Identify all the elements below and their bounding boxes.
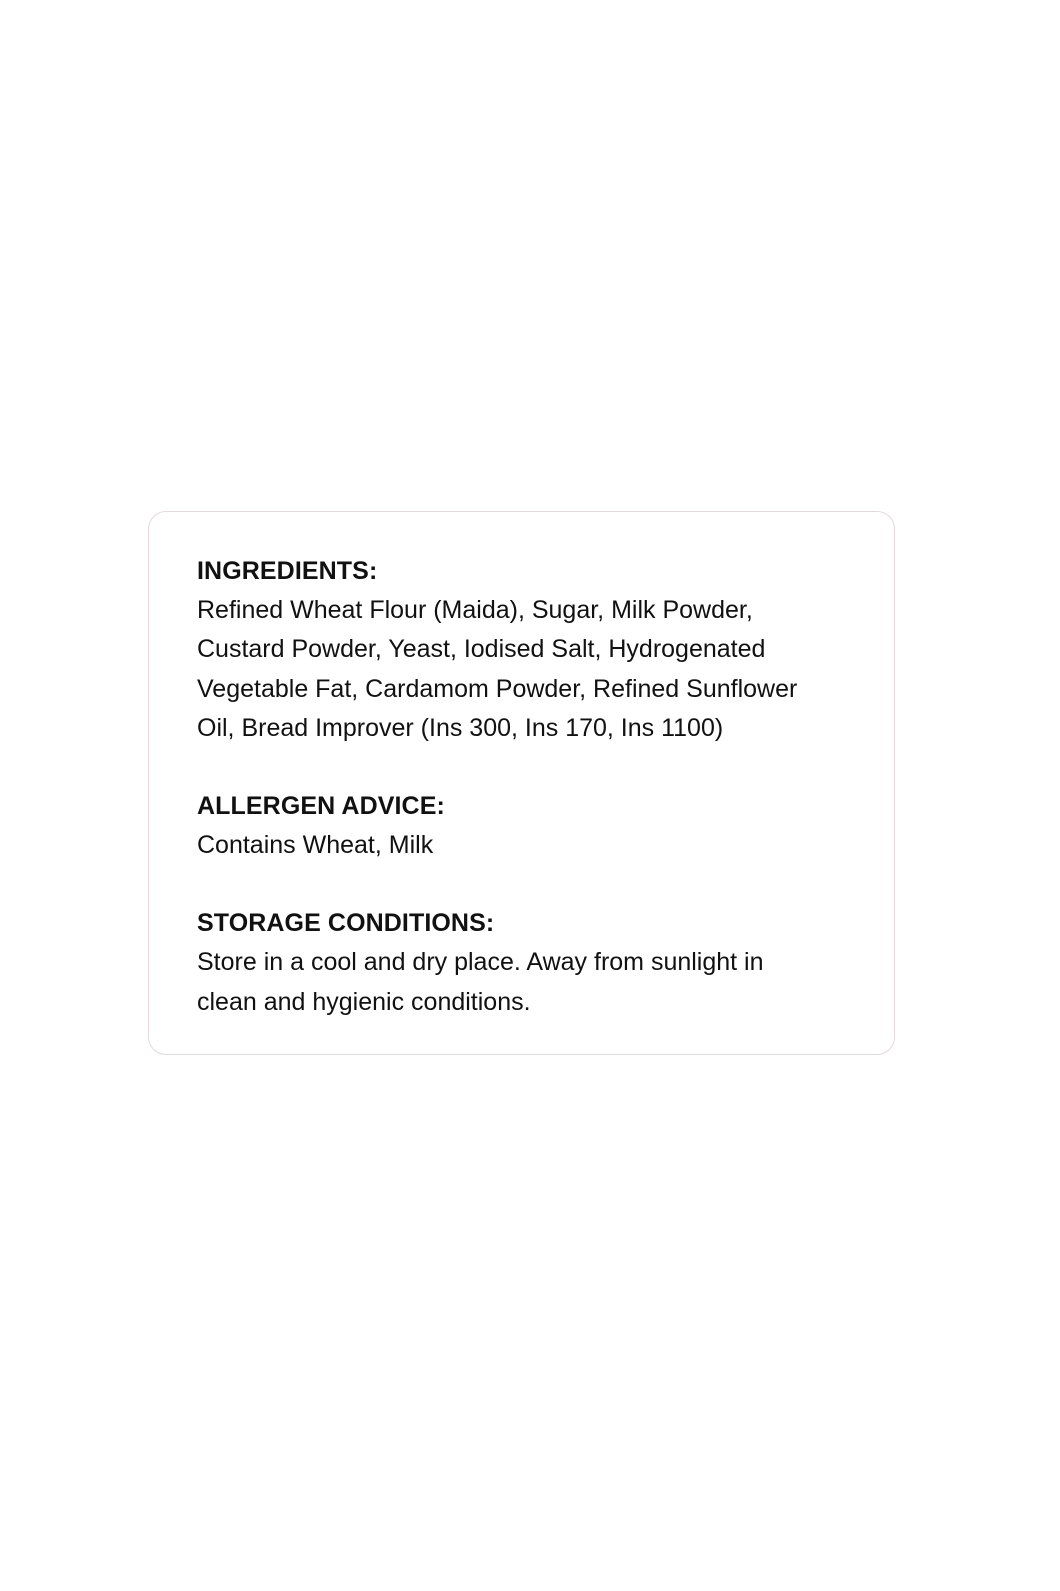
ingredients-heading: INGREDIENTS: [197, 557, 378, 585]
storage-text: Store in a cool and dry place. Away from sunlight in clean and hygienic conditions. [197, 948, 764, 1016]
allergen-section [197, 787, 854, 865]
storage-heading: STORAGE CONDITIONS: [197, 909, 495, 938]
allergen-text: Contains Wheat, Milk [197, 831, 434, 860]
ingredients-text: Refined Wheat Flour (Maida), Sugar, Milk Powder, Custard Powder, Yeast, Iodised Salt, Hydrogenated Vegetable Fat, Cardamom Powder, Refined Sunflower Oil, Bread Improver (Ins 300, Ins 170, Ins 1100) [197, 596, 798, 742]
allergen-heading: ALLERGEN ADVICE: [197, 792, 445, 821]
product-info-card [148, 511, 895, 1055]
storage-section [197, 904, 854, 1022]
ingredients-section [197, 552, 854, 748]
